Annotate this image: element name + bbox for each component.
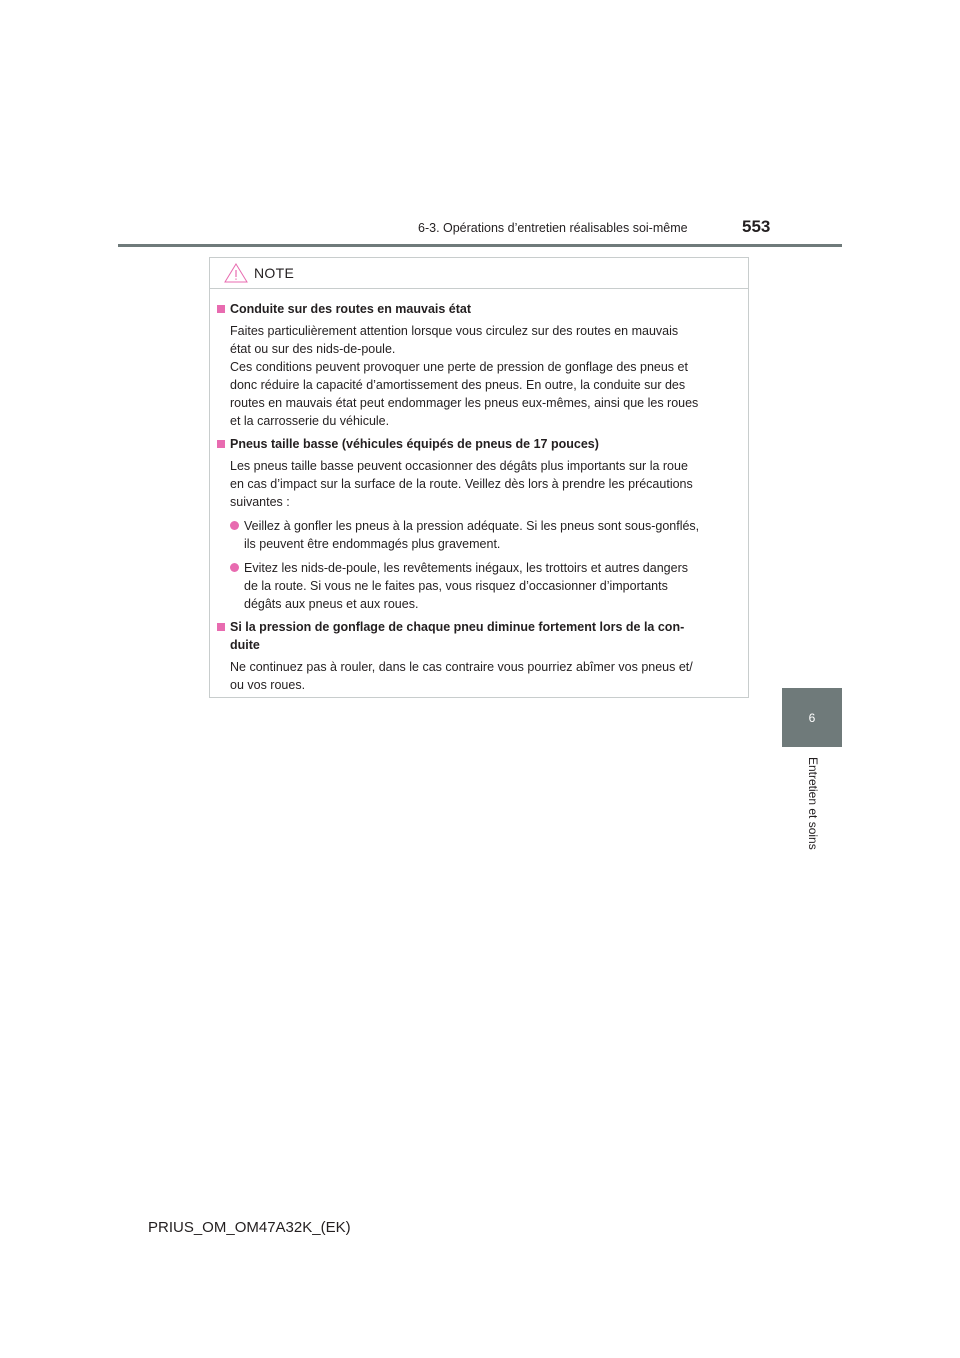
text-line: Ne continuez pas à rouler, dans le cas contraire vous pourriez abîmer vos pneus et/ [230,660,693,674]
round-bullet [230,563,239,572]
text-line: Si la pression de gonflage de chaque pneu diminue fortement lors de la con- [230,620,685,634]
bullet-text [244,559,740,613]
warning-triangle-icon [224,263,248,283]
bullet-item [217,517,740,553]
note-title: NOTE [254,265,295,281]
chapter-tab [782,688,842,747]
text-line: Evitez les nids-de-poule, les revêtements inégaux, les trottoirs et autres dangers [244,561,688,575]
section-paragraph [217,322,740,430]
text-line: suivantes : [230,495,290,509]
section-heading-text [230,618,684,654]
section-heading-text: Pneus taille basse (véhicules équipés de pneus de 17 pouces) [230,437,599,451]
text-line: de la route. Si vous ne le faites pas, vous risquez d’occasionner d’importants [244,579,668,593]
section-heading-text: Conduite sur des routes en mauvais état [230,302,472,316]
square-bullet [217,440,225,448]
section-paragraph [217,658,740,694]
section-heading [217,300,740,318]
text-line: routes en mauvais état peut endommager les pneus eux-mêmes, ainsi que les roues [230,396,699,410]
text-line: duite [230,638,260,652]
text-line: dégâts aux pneus et aux roues. [244,597,419,611]
square-bullet [217,305,225,313]
section-paragraph [217,457,740,511]
round-bullet [230,521,239,530]
text-line: ils peuvent être endommagés plus gravement. [244,537,501,551]
square-bullet [217,623,225,631]
note-body [210,289,748,694]
section-heading [217,618,740,654]
text-line: en cas d’impact sur la surface de la route. Veillez dès lors à prendre les précautions [230,477,693,491]
text-line: ou vos roues. [230,678,306,692]
chapter-title: Entretien et soins [806,757,820,850]
text-line: Ces conditions peuvent provoquer une perte de pression de gonflage des pneus et [230,360,688,374]
text-line: Les pneus taille basse peuvent occasionner des dégâts plus importants sur la roue [230,459,688,473]
note-box [209,257,749,698]
note-header [210,258,748,289]
document-code: PRIUS_OM_OM47A32K_(EK) [148,1219,351,1236]
page-number: 553 [742,217,771,236]
bullet-text [244,517,740,553]
text-line: état ou sur des nids-de-poule. [230,342,396,356]
text-line: Faites particulièrement attention lorsque vous circulez sur des routes en mauvais [230,324,679,338]
text-line: et la carrosserie du véhicule. [230,414,390,428]
text-line: donc réduire la capacité d’amortissement des pneus. En outre, la conduite sur des [230,378,686,392]
chapter-number: 6 [808,710,816,725]
text-line: Veillez à gonfler les pneus à la pression adéquate. Si les pneus sont sous-gonflés, [244,519,700,533]
header-section-title: 6-3. Opérations d’entretien réalisables soi-même [418,221,688,235]
section-heading [217,435,740,453]
header-rule [118,244,842,247]
bullet-item [217,559,740,613]
